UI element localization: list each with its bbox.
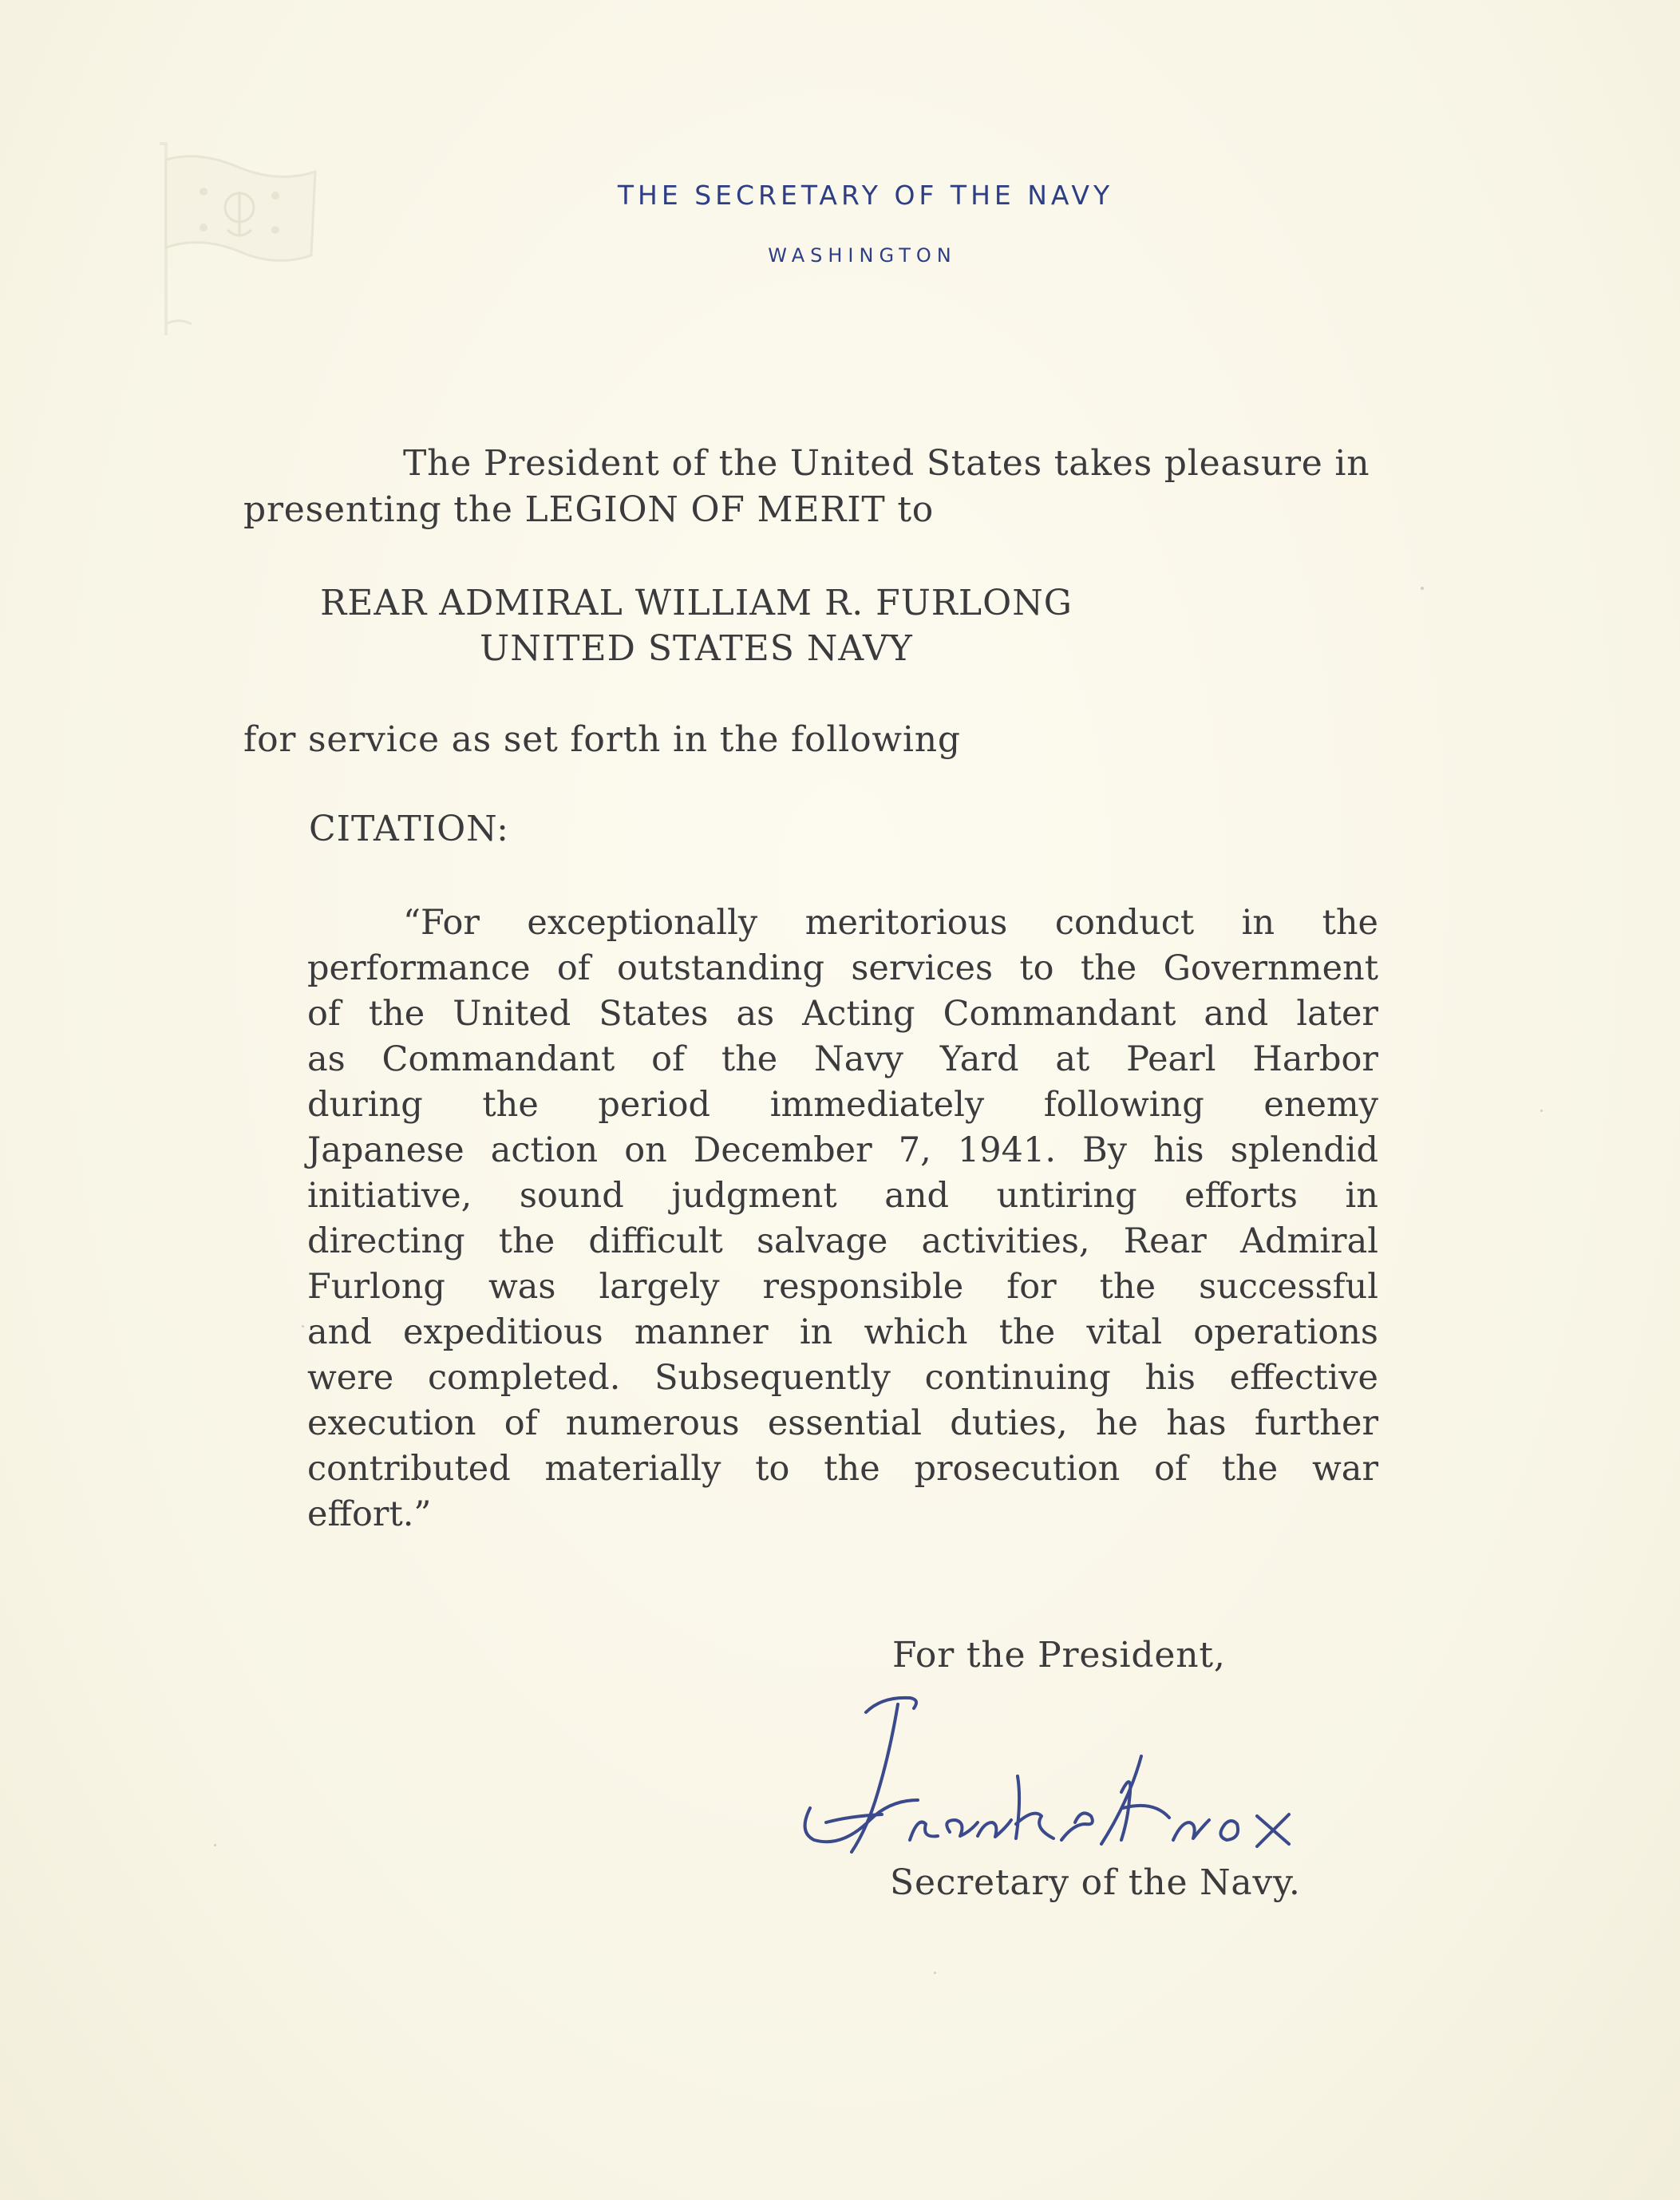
citation-line: of the United States as Acting Commandant and later bbox=[307, 994, 1378, 1034]
citation-heading: CITATION: bbox=[309, 809, 509, 849]
citation-line: Japanese action on December 7, 1941. By his splendid bbox=[307, 1130, 1378, 1170]
citation-line: execution of numerous essential duties, he has further bbox=[307, 1403, 1378, 1443]
citation-line: contributed materially to the prosecution of the war bbox=[307, 1449, 1378, 1489]
recipient-branch: UNITED STATES NAVY bbox=[480, 628, 913, 669]
citation-line: directing the difficult salvage activities, Rear Admiral bbox=[307, 1221, 1378, 1261]
citation-line: effort.” bbox=[307, 1494, 432, 1534]
intro-line-1: The President of the United States takes pleasure in bbox=[403, 443, 1370, 484]
intro-line-2: presenting the LEGION OF MERIT to bbox=[243, 489, 935, 530]
signer-title: Secretary of the Navy. bbox=[890, 1862, 1301, 1903]
paper-speck bbox=[934, 1972, 936, 1974]
closing-line: For the President, bbox=[892, 1635, 1226, 1676]
citation-line: as Commandant of the Navy Yard at Pearl Harbor bbox=[307, 1039, 1378, 1079]
paper-speck bbox=[1540, 1110, 1543, 1112]
for-service-text: for service as set forth in the following bbox=[243, 719, 961, 760]
citation-line: and expeditious manner in which the vital operations bbox=[307, 1312, 1378, 1352]
letterhead-title: THE SECRETARY OF THE NAVY bbox=[617, 180, 1114, 211]
handwritten-signature bbox=[778, 1680, 1433, 1888]
recipient-name: REAR ADMIRAL WILLIAM R. FURLONG bbox=[320, 583, 1073, 623]
paper-speck bbox=[214, 1844, 216, 1846]
citation-line: performance of outstanding services to the Government bbox=[307, 948, 1378, 988]
letterhead-city: WASHINGTON bbox=[768, 244, 957, 267]
citation-line: were completed. Subsequently continuing his effective bbox=[307, 1358, 1378, 1398]
paper-speck bbox=[1421, 587, 1424, 590]
citation-line: “For exceptionally meritorious conduct in the bbox=[403, 903, 1378, 943]
citation-line: Furlong was largely responsible for the successful bbox=[307, 1267, 1378, 1307]
citation-body bbox=[307, 900, 1378, 1537]
citation-line: during the period immediately following enemy bbox=[307, 1085, 1378, 1125]
embossed-navy-flag-seal bbox=[144, 136, 351, 351]
citation-line: initiative, sound judgment and untiring efforts in bbox=[307, 1176, 1378, 1216]
paper-speck bbox=[302, 1325, 304, 1328]
